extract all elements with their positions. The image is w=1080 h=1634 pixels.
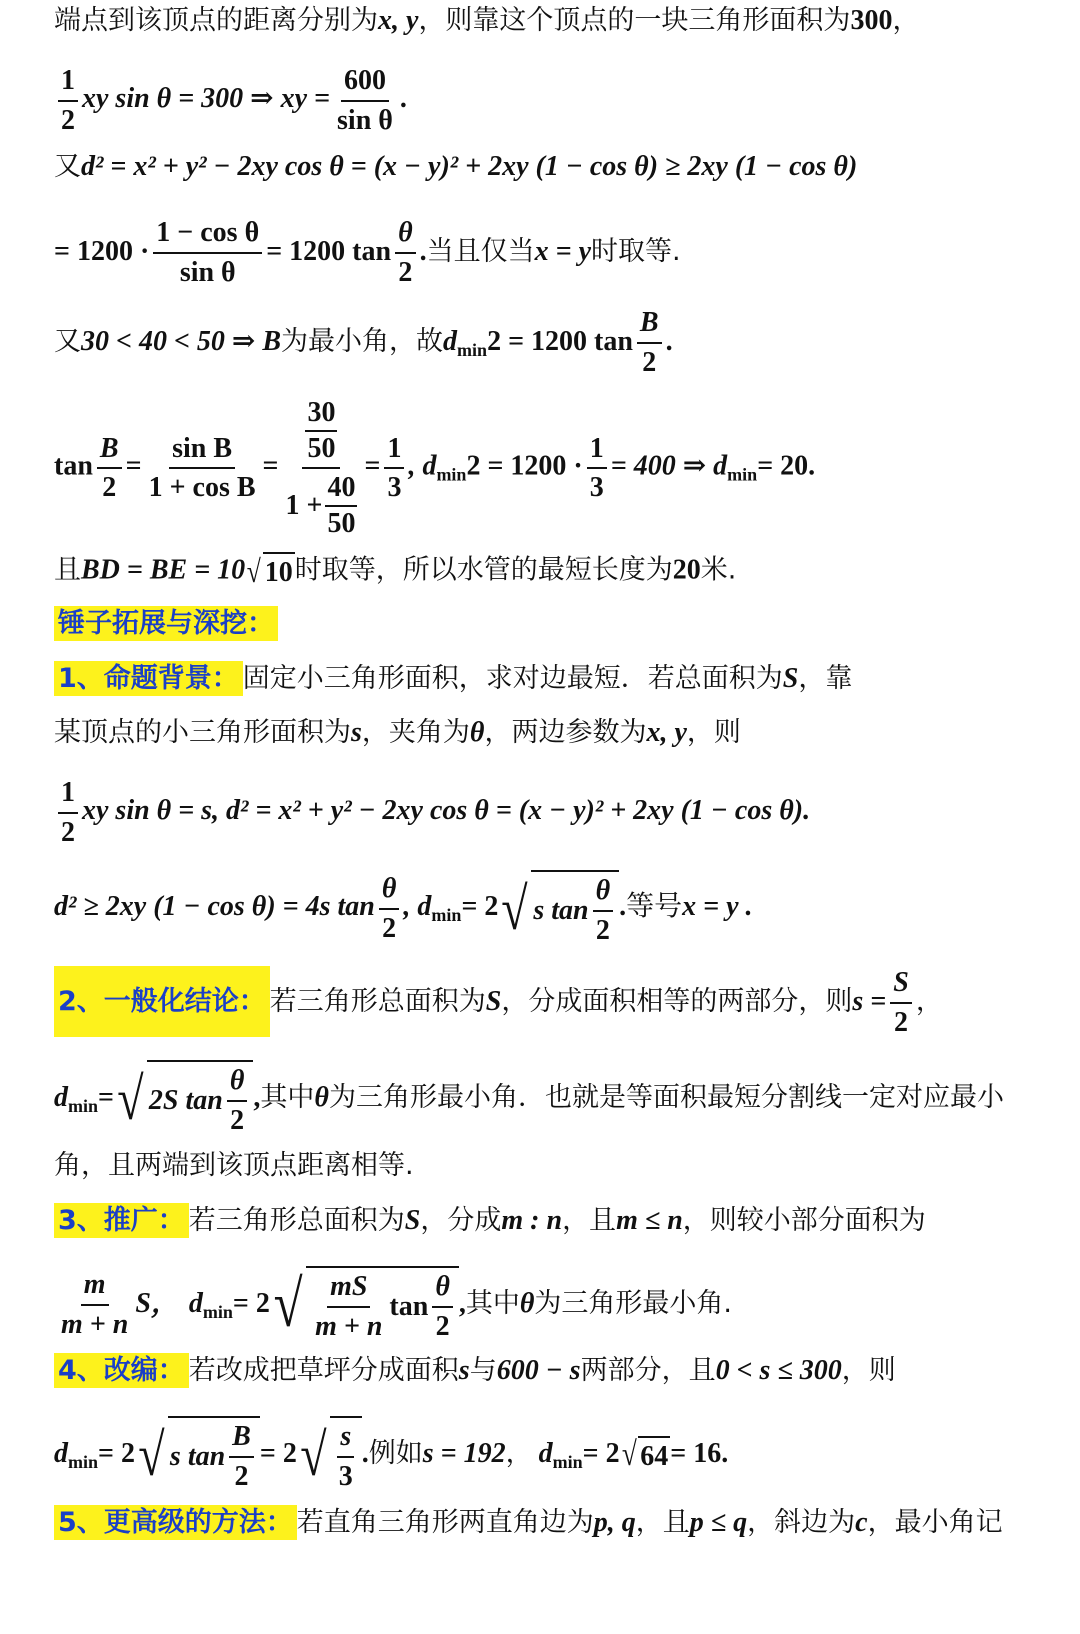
var: d <box>443 326 458 358</box>
compound-fraction <box>283 396 361 540</box>
var: θ <box>314 1082 329 1114</box>
den: 2 <box>642 346 657 378</box>
text: 若三角形总面积为 <box>188 1205 405 1236</box>
expr: d² ≥ 2xy (1 − cos θ) = 4s tan <box>54 891 375 923</box>
num: θ <box>398 217 413 248</box>
text: 其中 <box>465 1288 520 1320</box>
expr: = 1200 tan <box>266 236 392 268</box>
text: 等号 <box>626 889 683 923</box>
text: 两部分，且 <box>580 1355 716 1386</box>
punct: ， <box>915 986 943 1018</box>
den: m + n <box>315 1310 383 1342</box>
sqrt: √ s tan $\frac{\theta}{2}$ <box>498 870 619 947</box>
fraction <box>379 872 400 945</box>
text: ，则 <box>841 1355 896 1386</box>
expr: 30 < 40 < 50 ⇒ B <box>81 326 282 358</box>
num: B <box>232 1421 251 1452</box>
expr: = <box>364 450 381 482</box>
text: 其中 <box>260 1082 315 1114</box>
punct: . <box>399 83 407 115</box>
text: 固定小三角形面积，求对边最短．若总面积为 <box>242 663 783 694</box>
sqrt: √ 2S tan $\frac{\theta}{2}$ <box>114 1060 253 1137</box>
var: x, y <box>646 717 687 748</box>
punct: , <box>253 1082 261 1114</box>
expr: = 2 <box>259 1438 297 1470</box>
var: s <box>351 717 362 748</box>
text: 为三角形最小角. <box>534 1288 733 1320</box>
section-1-formula-2 <box>54 870 1070 947</box>
num: S <box>893 967 909 998</box>
section-2-label: 2、一般化结论： <box>54 966 270 1037</box>
section-title: 锤子拓展与深挖： <box>54 606 278 641</box>
den: 3 <box>387 472 402 504</box>
cond: x = y . <box>682 891 753 923</box>
fraction <box>146 432 259 505</box>
section-5-label: 5、更高级的方法： <box>54 1505 297 1540</box>
text: ，且 <box>635 1507 690 1538</box>
expr: = 1200 · <box>54 236 150 268</box>
num: θ <box>381 873 397 904</box>
punct: . <box>419 236 427 268</box>
fraction-half <box>58 64 78 137</box>
expr: = <box>125 450 142 482</box>
sqrt: √ s tan $\frac{B}{2}$ <box>135 1416 260 1493</box>
expr: = 20. <box>757 450 816 482</box>
expr: = <box>262 450 279 482</box>
sub: min <box>202 1302 233 1323</box>
expr: 1 + <box>285 489 323 521</box>
section-1-line-2 <box>54 716 1070 750</box>
sub: min <box>457 340 488 361</box>
section-4-label: 4、改编： <box>54 1353 189 1388</box>
text: 又 <box>54 326 81 358</box>
var: d <box>538 1438 553 1470</box>
fraction <box>384 432 404 505</box>
cond: p ≤ q <box>689 1507 748 1538</box>
radicand: 10 <box>263 552 295 590</box>
expr: tan <box>54 450 93 482</box>
text: ，分成面积相等的两部分，则 <box>501 986 853 1018</box>
var: S <box>485 986 502 1018</box>
text: 当且仅当 <box>426 236 535 268</box>
expr: = 16. <box>670 1438 729 1470</box>
text: 时取等. <box>591 236 681 268</box>
text: 又 <box>54 151 81 182</box>
text: 为最小角，故 <box>281 326 444 358</box>
text: 若直角三角形两直角边为 <box>296 1507 594 1538</box>
num: 1 − cos θ <box>153 216 262 254</box>
section-1-formula-1 <box>54 776 1070 849</box>
sub: min <box>431 905 462 926</box>
num: B <box>639 307 659 338</box>
fraction <box>97 432 122 505</box>
var: c <box>855 1507 868 1538</box>
sqrt: √ 64 <box>621 1435 669 1473</box>
var: S <box>782 663 799 694</box>
num: 30 <box>305 396 337 432</box>
text: ，则靠这个顶点的一块三角形面积为 <box>418 5 851 36</box>
expr: , d <box>408 450 437 482</box>
section-3-line-2 <box>54 1266 1070 1343</box>
formula-line-5 <box>54 306 1070 379</box>
num: 40 <box>325 471 357 507</box>
den: 2 <box>894 1006 909 1038</box>
sqrt: √ $\frac{mS}{m + n}$ tan $\frac{\theta}{2}$ <box>270 1266 459 1343</box>
den: m + n <box>61 1308 129 1340</box>
den: 2 <box>595 914 610 946</box>
section-2-line-3 <box>54 1150 1070 1182</box>
den: 2 <box>61 104 75 136</box>
radicand: 64 <box>638 1436 670 1474</box>
var: θ <box>469 717 485 748</box>
fraction-half <box>58 776 78 849</box>
var: p, q <box>593 1507 636 1538</box>
sub: min <box>436 464 467 485</box>
section-title-row <box>54 608 1070 640</box>
text: ，则 <box>686 717 741 748</box>
num: 1 <box>384 432 404 470</box>
text: ，且 <box>562 1205 617 1236</box>
text: 时取等，所以水管的最短长度为 <box>294 554 673 586</box>
sub: min <box>68 1452 99 1473</box>
expr: = 2 <box>98 1438 135 1470</box>
expr: = <box>98 1082 114 1114</box>
den: 2 <box>398 256 413 288</box>
den: 2 <box>234 1460 249 1492</box>
expr: xy sin θ = 300 ⇒ xy = <box>82 83 331 115</box>
expr: 600 − s <box>496 1355 581 1386</box>
formula-line-3 <box>54 150 1070 184</box>
expr: s = 192 <box>422 1438 506 1470</box>
den: 2 <box>382 912 397 944</box>
expr: xy sin θ = s, d² = x² + y² − 2xy cos θ = (x − y)² + 2xy (1 − cos θ). <box>82 795 811 827</box>
expr: d² = x² + y² − 2xy cos θ = (x − y)² + 2xy (1 − cos θ) ≥ 2xy (1 − cos θ) <box>81 151 858 182</box>
section-4-line-1 <box>54 1354 1070 1388</box>
num: s <box>340 1421 352 1452</box>
text-line-7 <box>54 552 1070 590</box>
fraction-600 <box>334 64 396 137</box>
text: ，分成 <box>420 1205 502 1236</box>
cond: x = y <box>534 236 591 268</box>
den: sin θ <box>337 104 393 136</box>
fraction <box>58 1268 131 1341</box>
value: 300 <box>850 5 893 36</box>
section-2-line-1 <box>54 966 1070 1039</box>
den: sin θ <box>179 256 236 288</box>
text: 为三角形最小角．也就是等面积最短分割线一定对应最小 <box>328 1082 1004 1114</box>
den: 2 <box>61 816 75 848</box>
expr: 2 = 1200 tan <box>487 326 633 358</box>
num: θ <box>229 1065 245 1096</box>
radicand: s tan <box>169 1440 226 1472</box>
section-1-label: 1、命题背景： <box>54 661 243 696</box>
var: x, y <box>378 5 419 36</box>
punct: ， <box>892 5 920 36</box>
num: m <box>83 1269 106 1300</box>
formula-line-4 <box>54 216 1070 289</box>
den: 2 <box>435 1310 450 1342</box>
num: 1 <box>58 776 78 814</box>
den: 50 <box>307 432 336 464</box>
den: 2 <box>102 472 117 504</box>
expr: , d <box>403 891 432 923</box>
text: ，斜边为 <box>747 1507 856 1538</box>
sqrt: √ 10 <box>246 552 293 589</box>
var: s <box>458 1355 470 1386</box>
section-3-label: 3、推广： <box>54 1203 189 1238</box>
text: ，则较小部分面积为 <box>682 1205 926 1236</box>
section-2-line-2 <box>54 1060 1070 1137</box>
fraction <box>890 966 912 1039</box>
text: ，最小角记 <box>867 1507 1003 1538</box>
value: 20 <box>672 554 701 586</box>
section-4-line-2 <box>54 1416 1070 1493</box>
den: 3 <box>589 472 604 504</box>
punct: . <box>361 1438 369 1470</box>
sub: min <box>552 1452 583 1473</box>
num: θ <box>595 875 611 906</box>
var: d <box>54 1438 68 1470</box>
expr: tan <box>389 1290 429 1322</box>
text-line-1 <box>54 4 1070 38</box>
section-3-line-1 <box>54 1204 1070 1238</box>
text: 角，且两端到该顶点距离相等. <box>54 1150 414 1181</box>
radicand: s tan <box>533 894 589 926</box>
text: 米. <box>700 554 737 586</box>
punct: . <box>665 326 673 358</box>
fraction <box>637 306 662 379</box>
expr: s = <box>852 986 887 1018</box>
den: 1 + cos B <box>148 472 256 504</box>
var: S <box>404 1205 421 1236</box>
section-1-line-1 <box>54 662 1070 696</box>
num: 600 <box>341 64 389 102</box>
cond: 0 < s ≤ 300 <box>715 1355 842 1386</box>
fraction <box>395 216 416 289</box>
text: ，夹角为 <box>361 717 470 748</box>
num: B <box>99 432 119 464</box>
expr: = 2 <box>461 891 499 923</box>
num: mS <box>330 1271 368 1302</box>
text: 端点到该顶点的距离分别为 <box>54 5 378 36</box>
punct: ， <box>505 1438 533 1470</box>
cond: m ≤ n <box>616 1205 683 1236</box>
var: θ <box>519 1288 535 1320</box>
var: d <box>54 1082 68 1114</box>
text: 与 <box>469 1355 497 1386</box>
expr: BD = BE = 10 <box>81 554 246 586</box>
text: 某顶点的小三角形面积为 <box>54 717 351 748</box>
den: 3 <box>338 1460 353 1492</box>
punct: . <box>619 891 627 923</box>
expr: = 2 <box>232 1288 270 1320</box>
sub: min <box>727 464 758 485</box>
sqrt: √ $\frac{s}{3}$ <box>297 1416 362 1493</box>
text: 例如 <box>368 1438 423 1470</box>
var: d <box>188 1288 203 1320</box>
sub: min <box>68 1096 99 1117</box>
den: 50 <box>327 507 356 539</box>
num: sin B <box>169 432 235 470</box>
text: 若改成把草坪分成面积 <box>188 1355 459 1386</box>
expr: S， <box>135 1288 179 1320</box>
num: 1 <box>58 64 78 102</box>
text: 且 <box>54 554 81 586</box>
punct: , <box>458 1288 466 1320</box>
num: θ <box>435 1271 450 1302</box>
den: 2 <box>230 1104 245 1136</box>
fraction <box>587 432 607 505</box>
expr: 2 = 1200 · <box>466 450 583 482</box>
text: ，靠 <box>798 663 853 694</box>
expr: m : n <box>501 1205 563 1236</box>
section-5-line-1 <box>54 1506 1070 1540</box>
text: ，两边参数为 <box>484 717 647 748</box>
num: 1 <box>587 432 607 470</box>
radicand: 2S tan <box>148 1084 223 1116</box>
expr: = 2 <box>582 1438 620 1470</box>
formula-line-6 <box>54 396 1070 540</box>
expr: = 400 ⇒ d <box>610 450 728 482</box>
formula-line-2 <box>54 64 1070 137</box>
fraction <box>153 216 262 289</box>
text: 若三角形总面积为 <box>269 986 486 1018</box>
